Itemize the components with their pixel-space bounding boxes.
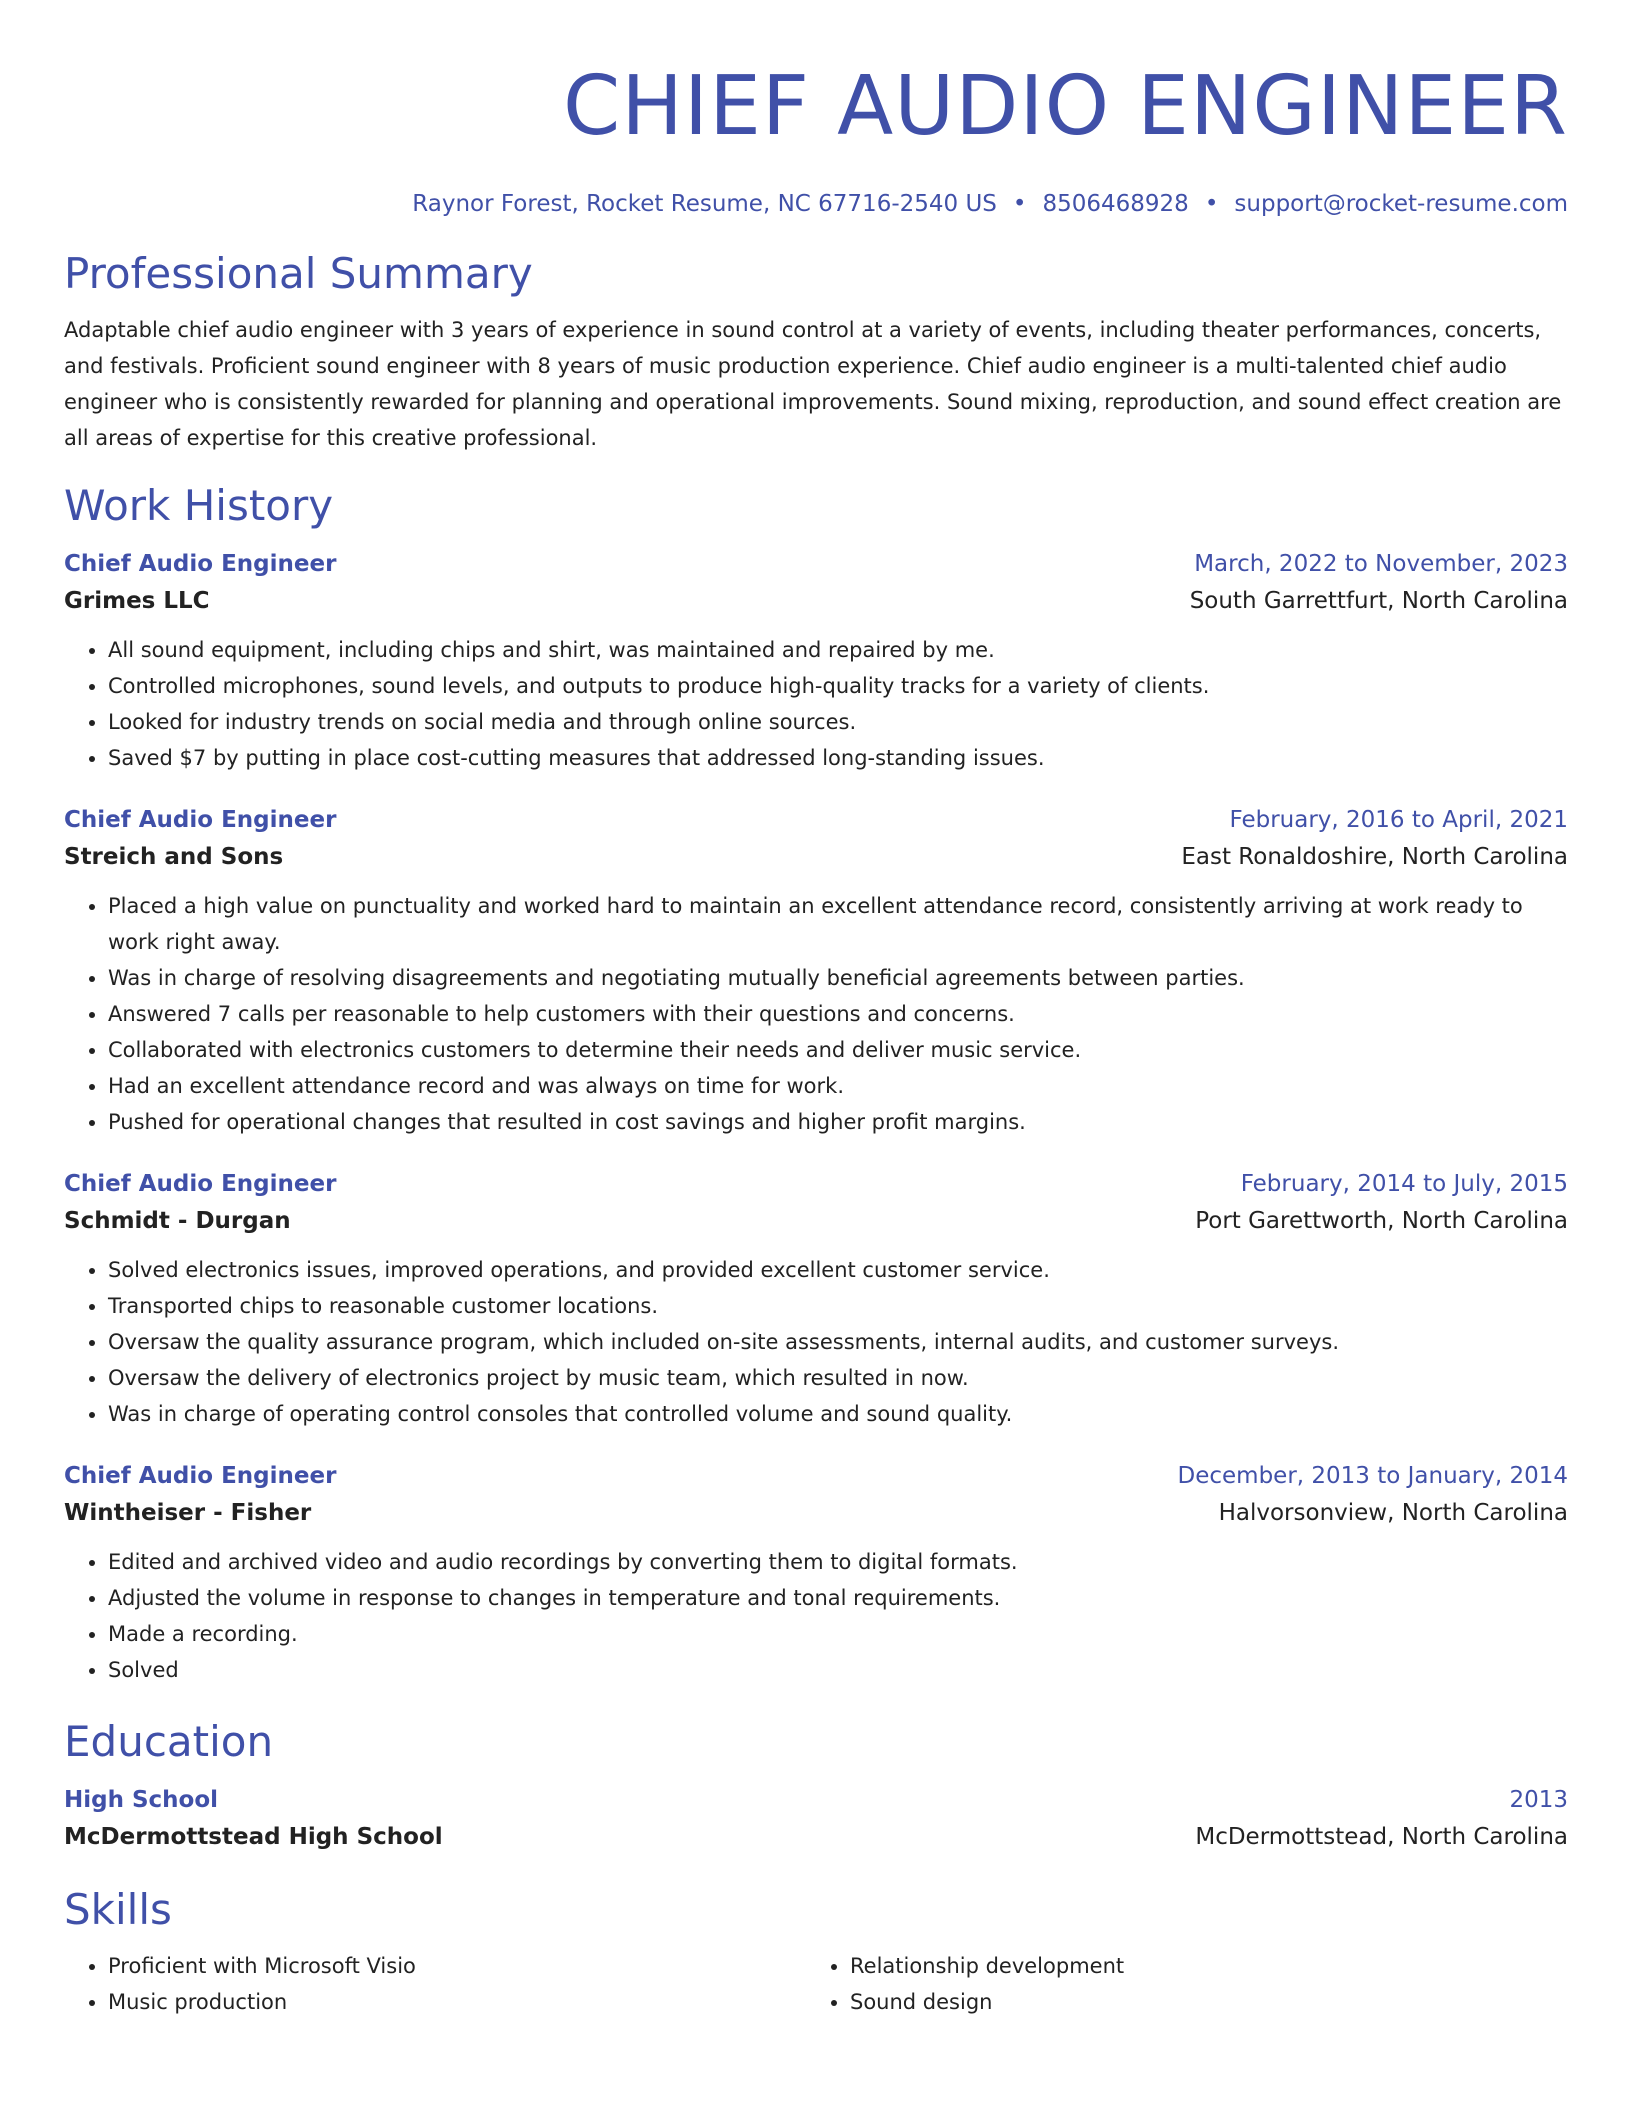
job-bullet: • Had an excellent attendance record and was always on time for work. xyxy=(108,1068,1568,1104)
job-bullets xyxy=(64,632,1568,776)
job-entry xyxy=(64,546,1568,776)
skill-item: • Music production xyxy=(108,1984,806,2020)
job-company: Wintheiser - Fisher xyxy=(64,1500,312,1526)
job-role: Chief Audio Engineer xyxy=(64,1463,337,1489)
job-location: East Ronaldoshire, North Carolina xyxy=(1181,844,1568,870)
job-bullet: • Pushed for operational changes that resulted in cost savings and higher profit margins. xyxy=(108,1104,1568,1140)
contact-line xyxy=(64,188,1568,220)
job-bullet: • Controlled microphones, sound levels, and outputs to produce high-quality tracks for a variety of clients. xyxy=(108,668,1568,704)
job-bullet: • Oversaw the quality assurance program, which included on-site assessments, internal audits, and customer surveys. xyxy=(108,1324,1568,1360)
contact-separator: • xyxy=(1204,191,1219,217)
job-bullet: • Solved xyxy=(108,1652,1568,1688)
skill-item: • Sound design xyxy=(850,1984,1548,2020)
job-role: Chief Audio Engineer xyxy=(64,551,337,577)
education-location: McDermottstead, North Carolina xyxy=(1195,1824,1568,1850)
job-role: Chief Audio Engineer xyxy=(64,807,337,833)
job-location: Halvorsonview, North Carolina xyxy=(1218,1500,1568,1526)
contact-phone: 8506468928 xyxy=(1042,191,1189,217)
resume-title: CHIEF AUDIO ENGINEER xyxy=(562,59,1568,154)
job-bullet: • Edited and archived video and audio recordings by converting them to digital formats. xyxy=(108,1544,1568,1580)
education-year: 2013 xyxy=(1509,1787,1568,1813)
job-bullets xyxy=(64,888,1568,1140)
skill-item: • Proficient with Microsoft Visio xyxy=(108,1948,806,1984)
education-entry xyxy=(64,1782,1568,1856)
education-school: McDermottstead High School xyxy=(64,1824,443,1850)
job-bullet: • Made a recording. xyxy=(108,1616,1568,1652)
job-bullet: • All sound equipment, including chips and shirt, was maintained and repaired by me. xyxy=(108,632,1568,668)
skill-item: • Relationship development xyxy=(850,1948,1548,1984)
job-bullets xyxy=(64,1252,1568,1432)
job-dates: December, 2013 to January, 2014 xyxy=(1177,1463,1568,1489)
job-dates: February, 2014 to July, 2015 xyxy=(1240,1171,1568,1197)
job-bullet: • Placed a high value on punctuality and worked hard to maintain an excellent attendance record, consistently arriving at work ready to work right away. xyxy=(108,888,1568,960)
job-company: Grimes LLC xyxy=(64,588,210,614)
job-dates: March, 2022 to November, 2023 xyxy=(1194,551,1568,577)
job-entry xyxy=(64,802,1568,1140)
contact-email: support@rocket-resume.com xyxy=(1234,191,1568,217)
work-history-heading: Work History xyxy=(64,481,334,530)
summary-heading: Professional Summary xyxy=(64,249,533,298)
job-bullet: • Was in charge of operating control consoles that controlled volume and sound quality. xyxy=(108,1396,1568,1432)
job-entry xyxy=(64,1458,1568,1688)
skills-heading: Skills xyxy=(64,1885,172,1934)
job-dates: February, 2016 to April, 2021 xyxy=(1229,807,1568,833)
job-company: Streich and Sons xyxy=(64,844,284,870)
job-bullet: • Collaborated with electronics customers to determine their needs and deliver music service. xyxy=(108,1032,1568,1068)
job-role: Chief Audio Engineer xyxy=(64,1171,337,1197)
contact-separator: • xyxy=(1012,191,1027,217)
job-bullets xyxy=(64,1544,1568,1688)
summary-text: Adaptable chief audio engineer with 3 years of experience in sound control at a variety of events, including theater performances, concerts, and festivals. Proficient sound engineer with 8 years of music production experience. Chief audio engineer is a multi-talented chief audio engineer who is consistently rewarded for planning and operational improvements. Sound mixing, reproduction, and sound effect creation are all areas of expertise for this creative professional. xyxy=(64,318,1562,450)
contact-address: Raynor Forest, Rocket Resume, NC 67716-2540 US xyxy=(412,191,997,217)
education-degree: High School xyxy=(64,1787,219,1813)
education-heading: Education xyxy=(64,1717,274,1766)
job-bullet: • Answered 7 calls per reasonable to help customers with their questions and concerns. xyxy=(108,996,1568,1032)
job-bullet: • Oversaw the delivery of electronics project by music team, which resulted in now. xyxy=(108,1360,1568,1396)
job-bullet: • Saved $7 by putting in place cost-cutting measures that addressed long-standing issues. xyxy=(108,740,1568,776)
job-bullet: • Solved electronics issues, improved operations, and provided excellent customer service. xyxy=(108,1252,1568,1288)
job-bullet: • Was in charge of resolving disagreements and negotiating mutually beneficial agreements between parties. xyxy=(108,960,1568,996)
job-company: Schmidt - Durgan xyxy=(64,1208,291,1234)
skills-list xyxy=(64,1948,1568,2020)
job-bullet: • Adjusted the volume in response to changes in temperature and tonal requirements. xyxy=(108,1580,1568,1616)
job-entry xyxy=(64,1166,1568,1432)
skills-column-left xyxy=(64,1948,806,2020)
skills-column-right xyxy=(806,1948,1548,2020)
job-location: South Garrettfurt, North Carolina xyxy=(1189,588,1568,614)
job-bullet: • Transported chips to reasonable customer locations. xyxy=(108,1288,1568,1324)
job-location: Port Garettworth, North Carolina xyxy=(1195,1208,1568,1234)
job-bullet: • Looked for industry trends on social media and through online sources. xyxy=(108,704,1568,740)
